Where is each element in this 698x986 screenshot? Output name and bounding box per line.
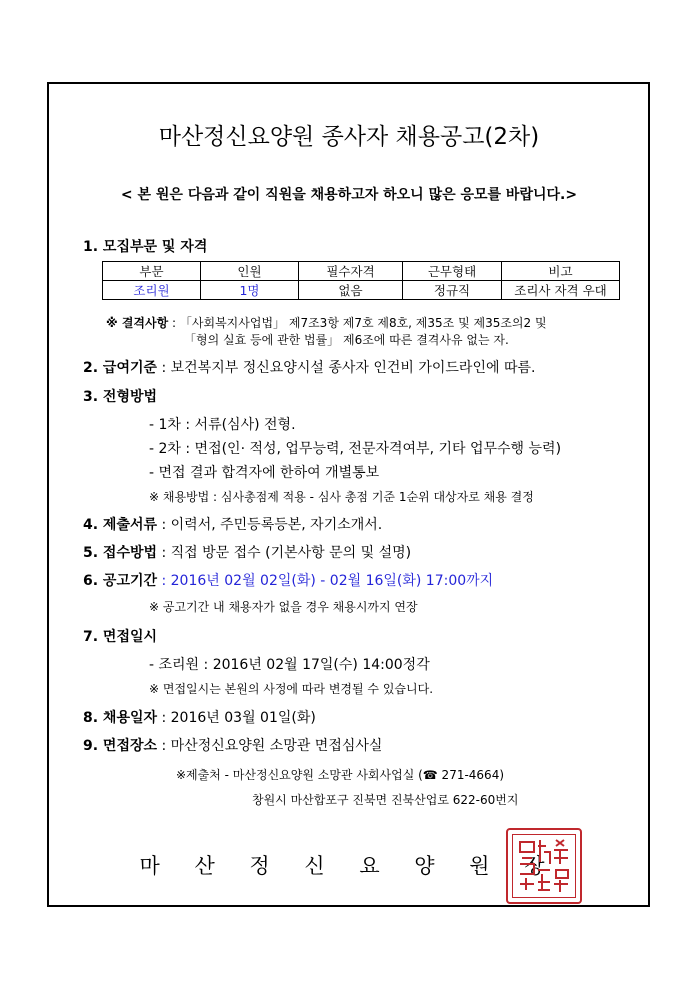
section-5-text: : 직접 방문 접수 (기본사항 문의 및 설명) — [161, 545, 412, 561]
section-7-text: - 조리원 : 2016년 02월 17일(수) 14:00정각 — [149, 657, 430, 673]
requirements-table — [102, 261, 620, 300]
organization-name: 마 산 정 신 요 양 원 장 — [139, 854, 559, 878]
contact-line: ※제출처 - 마산정신요양원 소망관 사회사업실 (☎ 271-4664) — [176, 768, 505, 782]
section-8 — [83, 707, 316, 727]
section-8-label: 8. 채용일자 — [83, 710, 158, 726]
header-cell: 인원 — [201, 262, 299, 281]
disqualification-line-2: 「형의 실효 등에 관한 법률」 제6조에 따른 결격사유 없는 자. — [184, 333, 509, 347]
section-6-label: 6. 공고기간 — [83, 573, 158, 589]
section-1-heading: 1. 모집부문 및 자격 — [83, 239, 208, 255]
section-3-line-2: - 2차 : 면접(인· 적성, 업무능력, 전문자격여부, 기타 업무수행 능력) — [149, 441, 562, 457]
official-seal — [506, 828, 582, 904]
seal-pattern-icon — [508, 830, 580, 902]
table-cell: 없음 — [299, 281, 403, 300]
section-3-line-3: - 면접 결과 합격자에 한하여 개별통보 — [149, 465, 380, 481]
section-5-label: 5. 접수방법 — [83, 545, 158, 561]
table-cell: 1명 — [201, 281, 299, 300]
header-cell: 부문 — [103, 262, 201, 281]
section-3-note: ※ 채용방법 : 심사총점제 적용 - 심사 총점 기준 1순위 대상자로 채용 결정 — [149, 490, 534, 504]
section-5 — [83, 542, 411, 562]
section-6 — [83, 570, 493, 590]
section-9-label: 9. 면접장소 — [83, 738, 158, 754]
table-cell: 조리사 자격 우대 — [502, 281, 620, 300]
header-cell: 필수자격 — [299, 262, 403, 281]
section-3-line-1: - 1차 : 서류(심사) 전형. — [149, 417, 296, 433]
section-4 — [83, 514, 382, 534]
intro-text: < 본 원은 다음과 같이 직원을 채용하고자 하오니 많은 응모를 바랍니다.> — [120, 187, 578, 203]
section-6-note: ※ 공고기간 내 채용자가 없을 경우 채용시까지 연장 — [149, 600, 418, 614]
section-6-text: : 2016년 02월 02일(화) - 02월 16일(화) 17:00까지 — [161, 573, 494, 589]
header-cell: 근무형태 — [403, 262, 502, 281]
address-line: 창원시 마산합포구 진북면 진북산업로 622-60번지 — [252, 793, 519, 807]
page-title: 마산정신요양원 종사자 채용공고(2차) — [158, 124, 540, 150]
section-3-heading: 3. 전형방법 — [83, 389, 158, 405]
disqualification-line-1 — [106, 314, 547, 331]
table-row — [103, 281, 620, 300]
section-8-text: : 2016년 03월 01일(화) — [161, 710, 316, 726]
disqualification-text-1: : 「사회복지사업법」 제7조3항 제7호 제8호, 제35조 및 제35조의2 및 — [172, 316, 547, 330]
section-2-text: : 보건복지부 정신요양시설 종사자 인건비 가이드라인에 따름. — [161, 360, 536, 376]
section-2 — [83, 357, 535, 377]
section-4-label: 4. 제출서류 — [83, 517, 158, 533]
header-cell: 비고 — [502, 262, 620, 281]
section-7-note: ※ 면접일시는 본원의 사정에 따라 변경될 수 있습니다. — [149, 682, 434, 696]
section-4-text: : 이력서, 주민등록등본, 자기소개서. — [161, 517, 383, 533]
section-9 — [83, 735, 382, 755]
table-header-row — [103, 262, 620, 281]
section-7-heading: 7. 면접일시 — [83, 629, 158, 645]
section-9-text: : 마산정신요양원 소망관 면접심사실 — [161, 738, 383, 754]
table-cell: 정규직 — [403, 281, 502, 300]
disqualification-label: ※ 결격사항 — [106, 316, 169, 330]
table-cell: 조리원 — [103, 281, 201, 300]
section-2-label: 2. 급여기준 — [83, 360, 158, 376]
